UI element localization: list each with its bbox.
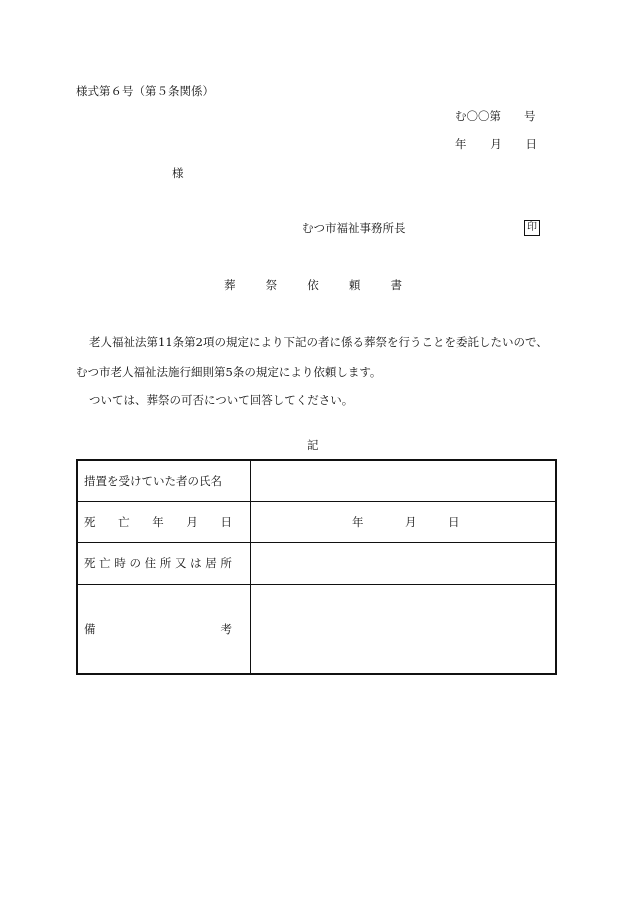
label-char: 備 xyxy=(84,621,96,636)
addressee-suffix: 様 xyxy=(172,166,184,180)
body-line-1: 老人福祉法第11条第2項の規定により下記の者に係る葬祭を行うことを委託したいので、 xyxy=(89,335,548,349)
label-char: 死 xyxy=(84,515,96,530)
label-char: 亡 xyxy=(99,556,111,571)
label-char: 亡 xyxy=(118,515,130,530)
sender-name: むつ市福祉事務所長 xyxy=(302,221,406,235)
seal-mark: 印 xyxy=(524,220,540,236)
label-char: 所 xyxy=(159,556,172,571)
deceased-name-value[interactable] xyxy=(251,460,557,501)
table-row xyxy=(77,584,556,674)
title-char: 頼 xyxy=(348,278,361,292)
label-char: 住 xyxy=(144,556,157,571)
document-title xyxy=(224,278,402,292)
label-char: 月 xyxy=(186,515,198,530)
death-year: 年 xyxy=(352,515,364,530)
title-char: 書 xyxy=(390,278,402,292)
ki-heading: 記 xyxy=(307,438,319,452)
body-line-2: むつ市老人福祉法施行細則第5条の規定により依頼します。 xyxy=(76,365,382,379)
deceased-name-label xyxy=(77,460,251,501)
date-month: 月 xyxy=(490,137,502,151)
date-day: 日 xyxy=(525,137,537,151)
date-year: 年 xyxy=(455,137,467,151)
remarks-label xyxy=(77,584,251,674)
body-line-3: ついては、葬祭の可否について回答してください。 xyxy=(89,393,354,407)
title-char: 祭 xyxy=(265,278,278,292)
label-char: 考 xyxy=(220,621,232,636)
remarks-value[interactable] xyxy=(251,584,557,674)
title-char: 依 xyxy=(307,278,319,292)
death-address-label xyxy=(77,543,251,584)
death-date-value[interactable] xyxy=(251,501,557,542)
label-char: 所 xyxy=(220,556,232,571)
form-number: 様式第６号（第５条関係） xyxy=(76,84,214,98)
death-date-label xyxy=(77,501,251,542)
label-char: 居 xyxy=(205,556,217,571)
label-char: 死 xyxy=(84,556,96,571)
title-char: 葬 xyxy=(224,278,236,292)
label-char: 日 xyxy=(220,515,232,530)
label-char: の xyxy=(129,556,141,571)
label-char: は xyxy=(190,556,202,571)
death-date-fields xyxy=(251,514,555,530)
label-char: 年 xyxy=(152,515,164,530)
label-char: 又 xyxy=(174,556,187,571)
label-char: 時 xyxy=(114,556,126,571)
reference-number: む〇〇第 号 xyxy=(455,109,536,123)
death-address-value[interactable] xyxy=(251,543,557,584)
table-row xyxy=(77,501,556,542)
table-row xyxy=(77,543,556,584)
details-table xyxy=(76,459,557,675)
table-row xyxy=(77,460,556,501)
document-date xyxy=(455,137,537,151)
label-text: 措置を受けていた者の氏名 xyxy=(84,473,222,488)
death-month: 月 xyxy=(405,515,417,530)
death-day: 日 xyxy=(448,515,460,530)
